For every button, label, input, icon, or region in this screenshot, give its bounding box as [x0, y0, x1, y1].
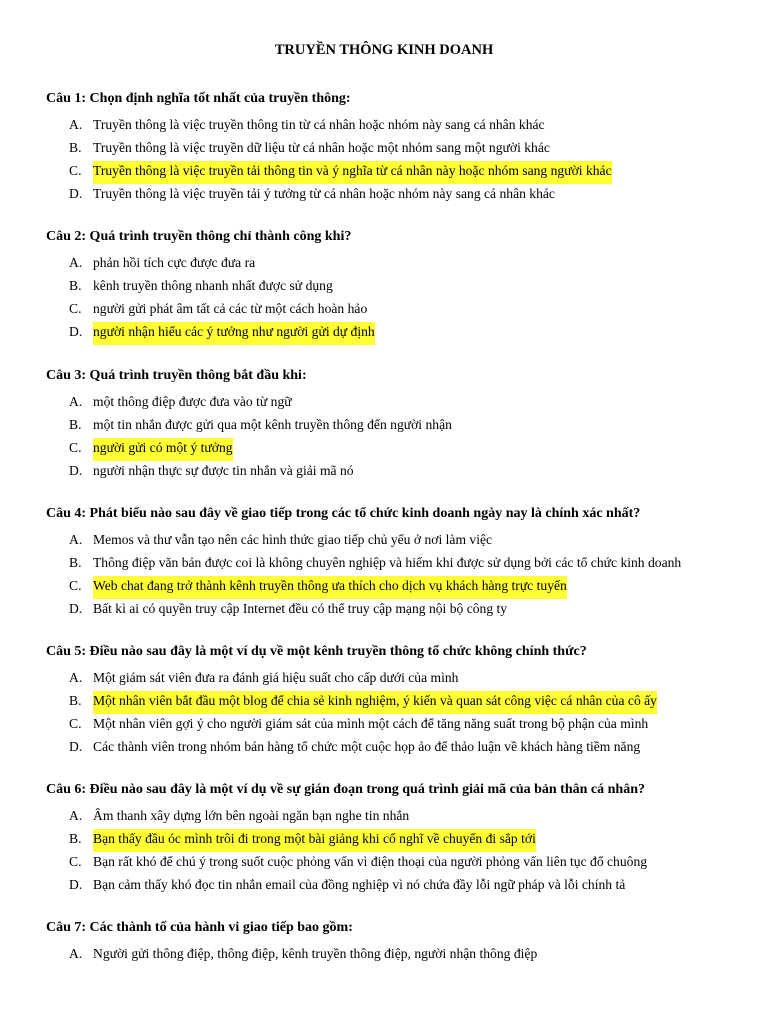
answer-option: [46, 852, 736, 875]
option-letter: B.: [69, 417, 82, 432]
option-letter: C.: [69, 440, 82, 455]
option-text: người gửi phát âm tất cả các từ một cách hoàn hảo: [93, 301, 368, 316]
option-letter: B.: [69, 278, 82, 293]
option-letter: D.: [69, 739, 83, 754]
question-6: [46, 780, 736, 898]
question-title: Câu 7: Các thành tố của hành vi giao tiếp bao gồm:: [46, 920, 353, 935]
answer-option: [46, 530, 736, 553]
answer-option: [46, 161, 736, 184]
answer-option: [46, 806, 736, 829]
answer-option: [46, 392, 736, 415]
answer-option: [46, 875, 736, 898]
option-text: Truyền thông là việc truyền dữ liệu từ cá nhân hoặc một nhóm sang một người khác: [93, 140, 550, 155]
question-3: [46, 366, 736, 484]
option-letter: D.: [69, 877, 83, 892]
option-text: Âm thanh xây dựng lớn bên ngoài ngăn bạn nghe tin nhắn: [93, 808, 410, 823]
option-letter: C.: [69, 716, 82, 731]
option-text: Một giám sát viên đưa ra đánh giá hiệu suất cho cấp dưới của mình: [93, 670, 459, 685]
option-letter: C.: [69, 163, 82, 178]
answer-options: [46, 530, 736, 622]
answer-option: [46, 184, 736, 207]
option-letter: C.: [69, 854, 82, 869]
option-text: người gửi có một ý tưởng: [93, 438, 233, 461]
option-letter: D.: [69, 601, 83, 616]
question-title: Câu 4: Phát biểu nào sau đây về giao tiếp trong các tổ chức kinh doanh ngày nay là chính xác nhất?: [46, 506, 641, 521]
answer-option: [46, 691, 736, 714]
answer-options: [46, 806, 736, 898]
answer-option: [46, 576, 736, 599]
option-letter: A.: [69, 117, 83, 132]
option-text: Web chat đang trở thành kênh truyền thông ưa thích cho dịch vụ khách hàng trực tuyến: [93, 576, 567, 599]
question-title: Câu 1: Chọn định nghĩa tốt nhất của truyền thông:: [46, 91, 351, 106]
option-text: Truyền thông là việc truyền tải ý tưởng từ cá nhân hoặc nhóm này sang cá nhân khác: [93, 186, 555, 201]
option-text: Thông điệp văn bản được coi là không chuyên nghiệp và hiếm khi được sử dụng bởi các tổ chức kinh doanh: [93, 555, 682, 570]
question-5: [46, 642, 736, 760]
question-title: Câu 2: Quá trình truyền thông chỉ thành công khi?: [46, 229, 352, 244]
option-text: Memos và thư vẫn tạo nên các hình thức giao tiếp chủ yếu ở nơi làm việc: [93, 532, 493, 547]
answer-option: [46, 299, 736, 322]
option-letter: B.: [69, 140, 82, 155]
answer-option: [46, 415, 736, 438]
answer-option: [46, 461, 736, 484]
option-text: người nhận thực sự được tin nhắn và giải mã nó: [93, 463, 354, 478]
option-letter: B.: [69, 555, 82, 570]
option-text: Bạn cảm thấy khó đọc tin nhắn email của đồng nghiệp vì nó chứa đầy lỗi ngữ pháp và lỗi chính tả: [93, 877, 626, 892]
question-4: [46, 504, 736, 622]
option-letter: A.: [69, 670, 83, 685]
question-1: [46, 89, 736, 207]
question-title: Câu 6: Điều nào sau đây là một ví dụ về sự gián đoạn trong quá trình giải mã của bản thân cá nhân?: [46, 782, 645, 797]
answer-options: [46, 253, 736, 345]
answer-option: [46, 944, 736, 967]
option-text: Các thành viên trong nhóm bán hàng tổ chức một cuộc họp ảo để thảo luận về khách hàng tiềm năng: [93, 739, 641, 754]
answer-option: [46, 668, 736, 691]
answer-option: [46, 253, 736, 276]
option-letter: D.: [69, 324, 83, 339]
answer-option: [46, 438, 736, 461]
question-title: Câu 5: Điều nào sau đây là một ví dụ về một kênh truyền thông tổ chức không chính thức?: [46, 644, 587, 659]
answer-option: [46, 138, 736, 161]
answer-option: [46, 322, 736, 345]
option-text: kênh truyền thông nhanh nhất được sử dụng: [93, 278, 333, 293]
answer-option: [46, 115, 736, 138]
answer-options: [46, 944, 736, 967]
option-text: Một nhân viên bắt đầu một blog để chia sẻ kinh nghiệm, ý kiến và quan sát công việc cá nhân của cô ấy: [93, 691, 657, 714]
option-letter: A.: [69, 255, 83, 270]
option-letter: A.: [69, 946, 83, 961]
option-letter: A.: [69, 394, 83, 409]
option-letter: C.: [69, 301, 82, 316]
question-2: [46, 227, 736, 345]
answer-option: [46, 714, 736, 737]
answer-option: [46, 276, 736, 299]
option-letter: A.: [69, 808, 83, 823]
option-text: Một nhân viên gợi ý cho người giám sát của mình một cách để tăng năng suất trong bộ phận của mình: [93, 716, 649, 731]
answer-options: [46, 392, 736, 484]
option-text: người nhận hiểu các ý tưởng như người gửi dự định: [93, 322, 375, 345]
option-letter: D.: [69, 186, 83, 201]
answer-options: [46, 115, 736, 207]
answer-options: [46, 668, 736, 760]
option-text: Truyền thông là việc truyền tải thông tin và ý nghĩa từ cá nhân này hoặc nhóm sang người khác: [93, 161, 612, 184]
option-text: một tin nhắn được gửi qua một kênh truyền thông đến người nhận: [93, 417, 452, 432]
option-letter: C.: [69, 578, 82, 593]
option-letter: D.: [69, 463, 83, 478]
option-letter: A.: [69, 532, 83, 547]
answer-option: [46, 553, 736, 576]
answer-option: [46, 737, 736, 760]
document-title: TRUYỀN THÔNG KINH DOANH: [274, 42, 494, 58]
option-letter: B.: [69, 831, 82, 846]
option-text: phản hồi tích cực được đưa ra: [93, 255, 256, 270]
option-text: Bạn thấy đầu óc mình trôi đi trong một bài giảng khi cố nghĩ về chuyến đi sắp tới: [93, 829, 536, 852]
option-text: Bất kì ai có quyền truy cập Internet đều có thể truy cập mạng nội bộ công ty: [93, 601, 508, 616]
option-text: một thông điệp được đưa vào từ ngữ: [93, 394, 292, 409]
option-text: Truyền thông là việc truyền thông tin từ cá nhân hoặc nhóm này sang cá nhân khác: [93, 117, 545, 132]
option-letter: B.: [69, 693, 82, 708]
answer-option: [46, 599, 736, 622]
option-text: Bạn rất khó để chú ý trong suốt cuộc phỏng vấn vì điện thoại của người phỏng vấn liên tục đổ chuông: [93, 854, 648, 869]
question-7: [46, 918, 736, 967]
option-text: Người gửi thông điệp, thông điệp, kênh truyền thông điệp, người nhận thông điệp: [93, 946, 538, 961]
question-title: Câu 3: Quá trình truyền thông bắt đầu khi:: [46, 368, 307, 383]
answer-option: [46, 829, 736, 852]
